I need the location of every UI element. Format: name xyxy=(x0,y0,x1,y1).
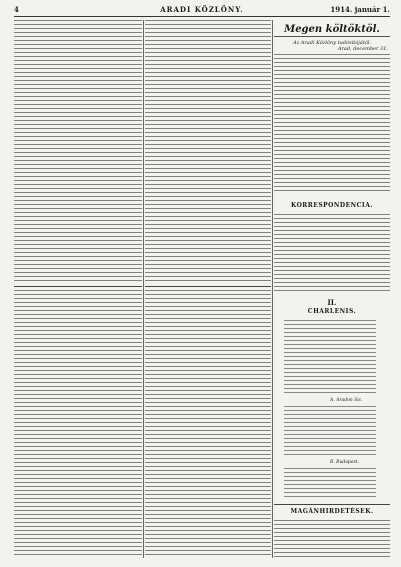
newspaper-name: ARADI KÖZLÖNY. xyxy=(160,5,244,14)
column-2 xyxy=(145,20,271,558)
page-number: 4 xyxy=(14,5,19,14)
poem-stanza xyxy=(284,468,376,498)
article-subtitle: Az Aradi Közlöny tudósítójától. xyxy=(292,40,372,46)
notices-text xyxy=(274,520,390,558)
article-text-block xyxy=(14,290,142,558)
article-text-block xyxy=(145,20,271,282)
section-number: II. xyxy=(327,298,337,307)
poem-label: A. Aradon Sic. xyxy=(330,398,363,403)
section-heading-poem: CHARLENIS. xyxy=(307,308,357,315)
article-text-block xyxy=(145,290,271,558)
poem-stanza xyxy=(284,406,376,456)
page-header xyxy=(14,4,390,17)
column-divider xyxy=(272,20,273,558)
section-heading-correspondence: KORRESPONDENCIA. xyxy=(291,202,373,209)
column-1 xyxy=(14,20,142,558)
column-3 xyxy=(274,20,390,558)
column-divider xyxy=(143,20,144,558)
article-text-block xyxy=(274,54,390,194)
poem-label: B. Budapest. xyxy=(330,460,360,465)
section-divider xyxy=(274,504,390,505)
poem-stanza xyxy=(284,320,376,394)
issue-date: 1914. január 1. xyxy=(330,5,390,14)
article-title: Megen költöktöl. xyxy=(274,24,390,37)
section-divider xyxy=(14,286,142,287)
correspondence-text xyxy=(274,214,390,292)
section-divider xyxy=(145,286,271,287)
article-dateline: Arad, december 31. xyxy=(337,46,388,52)
article-text-block xyxy=(14,20,142,282)
newspaper-page xyxy=(14,4,390,562)
section-heading-notices: MAGÁNHIRDETÉSEK. xyxy=(290,508,374,515)
